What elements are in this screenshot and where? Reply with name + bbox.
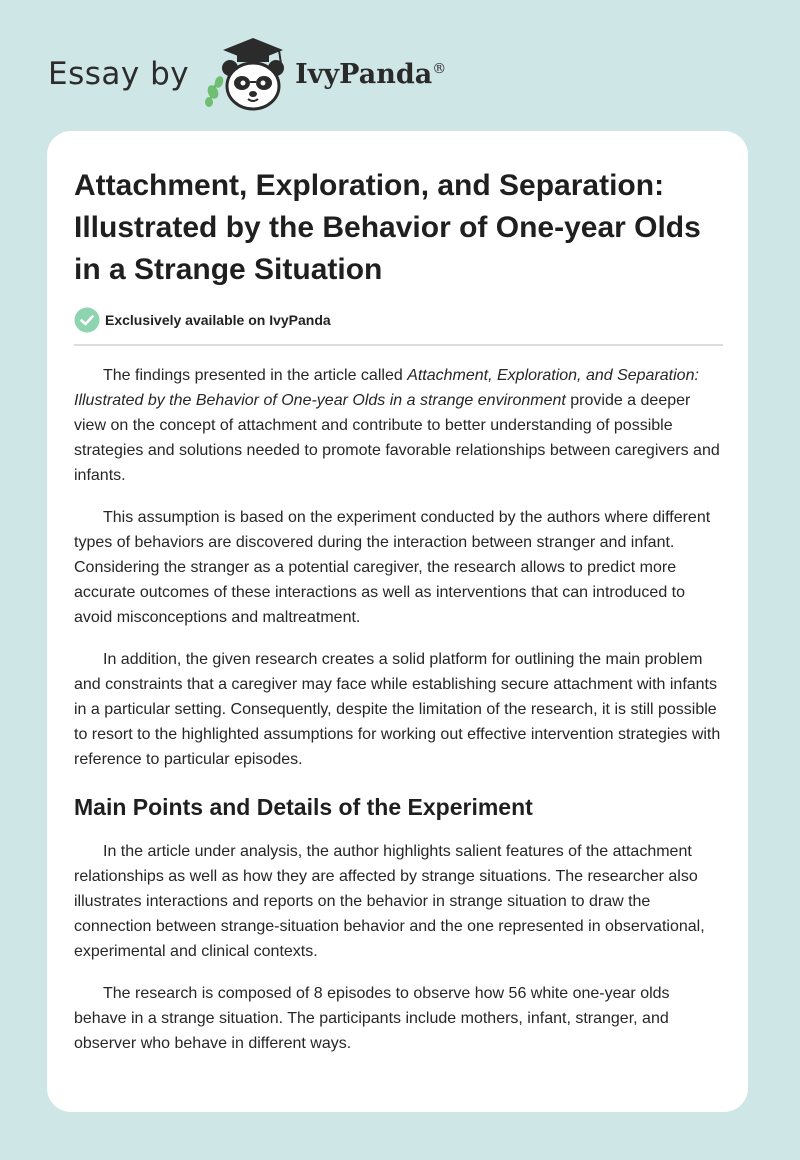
exclusive-label: Exclusively available on IvyPanda xyxy=(105,312,331,328)
article-citation: Attachment, Exploration, and Separation: Illustrated by the Behavior of One-year Olds in a strange environment xyxy=(74,367,699,409)
site-header xyxy=(48,34,446,114)
paragraph-1-rest: provide a deeper view on the concept of attachment and contribute to better understanding of possible strategies and solutions needed to promote favorable relationships between caregivers and infants. xyxy=(74,392,720,484)
check-circle-icon xyxy=(74,307,100,333)
panda-logo-icon xyxy=(203,36,293,112)
paragraph-4: In the article under analysis, the author highlights salient features of the attachment relationships as well as how they are affected by strange situations. The researcher also illustrates interactions and reports on the behavior in strange situation to draw the connection between strange-situation behavior and the one represented in observational, experimental and clinical contexts. xyxy=(74,843,705,960)
essay-body xyxy=(74,363,726,1073)
brand-name[interactable] xyxy=(295,59,446,90)
essay-card xyxy=(47,131,748,1112)
exclusive-badge xyxy=(74,307,331,333)
registered-mark: ® xyxy=(432,60,447,77)
paragraph-5: The research is composed of 8 episodes to observe how 56 white one-year olds behave in a strange situation. The participants include mothers, infant, stranger, and observer who behave in different ways. xyxy=(74,985,670,1052)
brand-text: IvyPanda xyxy=(295,58,433,90)
essay-by-label: Essay by xyxy=(48,56,190,92)
section-heading: Main Points and Details of the Experiment xyxy=(74,794,533,820)
paragraph-3: In addition, the given research creates a solid platform for outlining the main problem and constraints that a caregiver may face while establishing secure attachment with infants in a particular setting. Consequently, despite the limitation of the research, it is still possible to resort to the highlighted assumptions for working out effective intervention strategies with reference to particular episodes. xyxy=(74,651,721,768)
paragraph-1 xyxy=(74,363,726,488)
paragraph-1-intro: The findings presented in the article called xyxy=(103,367,408,384)
paragraph-2: This assumption is based on the experiment conducted by the authors where different types of behaviors are discovered during the interaction between stranger and infant. Considering the stranger as a potential caregiver, the research allows to predict more accurate outcomes of these interactions as well as interventions that can introduced to avoid misconceptions and maltreatment. xyxy=(74,509,711,626)
title-divider xyxy=(74,344,723,346)
page-title: Attachment, Exploration, and Separation: Illustrated by the Behavior of One-year Olds in a Strange Situation xyxy=(74,169,701,286)
